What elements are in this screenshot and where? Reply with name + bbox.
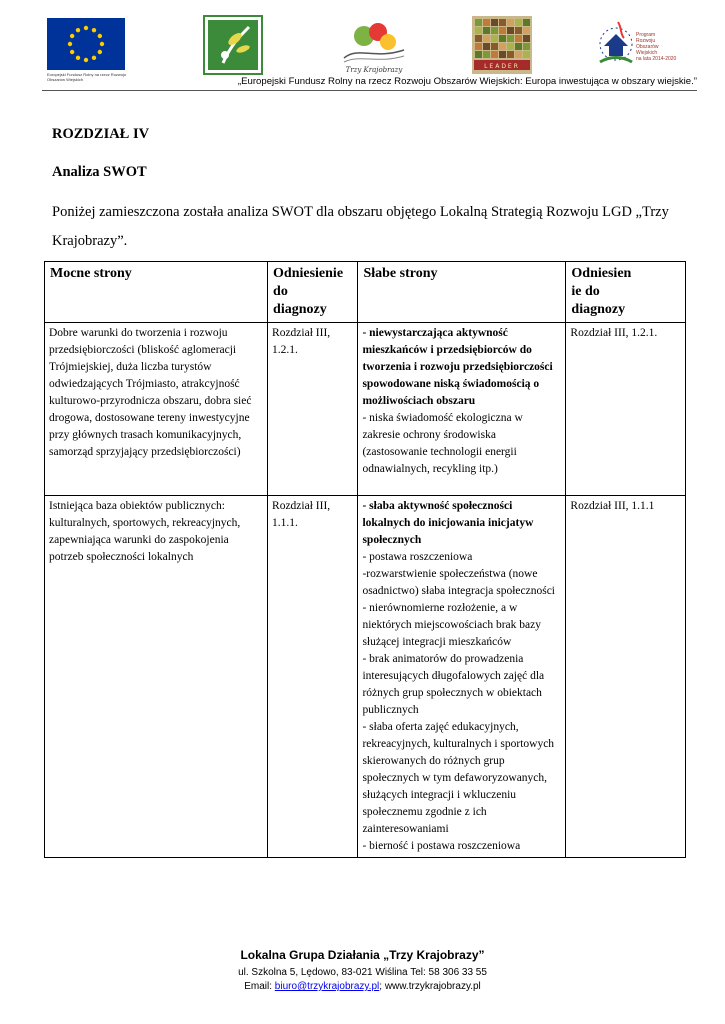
mosaic-tile — [499, 35, 506, 42]
email-link[interactable]: biuro@trzykrajobrazy.pl — [274, 981, 380, 992]
eu-star-icon — [76, 56, 80, 60]
mosaic-tile — [475, 35, 482, 42]
mosaic-tile — [483, 19, 490, 26]
mosaic-tile — [499, 19, 506, 26]
prow-logo — [596, 16, 691, 74]
mosaic-tile — [491, 35, 498, 42]
chapter-title: ROZDZIAŁ IV — [52, 126, 150, 142]
leader-mosaic-logo — [472, 16, 532, 74]
mosaic-tile — [475, 51, 482, 58]
eu-flag-logo — [47, 18, 125, 70]
eu-star-icon — [70, 34, 74, 38]
trzy-logo-text: Trzy Krajobrazy — [345, 66, 403, 74]
table-row — [45, 496, 686, 858]
mosaic-tile — [483, 51, 490, 58]
eu-star-icon — [76, 28, 80, 32]
website-link[interactable]: www.trzykrajobrazy.pl — [384, 981, 481, 992]
section-title: Analiza SWOT — [52, 164, 147, 180]
footer-address: ul. Szkolna 5, Lędowo, 83-021 Wiślina Tel: 58 306 33 55 — [238, 967, 487, 978]
mosaic-tile — [491, 19, 498, 26]
intro-paragraph: Poniżej zamieszczona została analiza SWOT dla obszaru objętego Lokalną Strategią Rozwoju LGD „Trzy Krajobrazy”. — [52, 204, 669, 249]
eu-star-icon — [84, 58, 88, 62]
strength-ref-cell: Rozdział III, 1.1.1. — [268, 496, 358, 858]
weakness-cell: - słaba aktywność społeczności lokalnych do inicjowania inicjatyw społecznych - postawa roszczeniowa -rozwarstwienie społeczeństwa (nowe osadnictwo) słaba integracja społeczności - nierównomierne rozłożenie, a w niektórych miejscowościach brak bazy służącej integracji mieszkańców - brak animatorów do prowadzenia interesujących długofalowych zajęć dla różnych grup społecznych w obiektach publicznych - słaba oferta zajęć edukacyjnych, rekreacyjnych, kulturalnych i sportowych skierowanych do różnych grup społecznych w tym defaworyzowanych, służących integracji i wkluczeniu społecznemu zgodnie z ich zainteresowaniami - bierność i postawa roszczeniowa — [358, 496, 566, 858]
table-row — [45, 323, 686, 496]
mosaic-tile — [507, 19, 514, 26]
eu-caption: Europejski Fundusz Rolny na rzecz Rozwoju Obszarów Wiejskich — [47, 72, 127, 82]
mosaic-tile — [515, 35, 522, 42]
mosaic-tile — [515, 43, 522, 50]
strength-cell: Dobre warunki do tworzenia i rozwoju przedsiębiorczości (bliskość aglomeracji Trójmiejskiej, duża liczba turystów odwiedzających Trójmiasto, atrakcyjność kulturowo-przyrodnicza obszaru, dobra sieć drogowa, dostosowane tereny inwestycyjne przy głównych trasach komunikacyjnych, samorząd sprzyjający przedsiębiorczości) — [45, 323, 268, 496]
mosaic-tile — [483, 27, 490, 34]
weakness-cell: - niewystarczająca aktywność mieszkańców i przedsiębiorców do tworzenia i rozwoju przedsiębiorczości spowodowane niską świadomością o możliwościach obszaru - niska świadomość ekologiczna w zakresie ochrony środowiska (zastosowanie technologii energii odnawialnych, recykling itp.) — [358, 323, 566, 496]
eu-star-icon — [100, 42, 104, 46]
swot-table — [44, 261, 686, 858]
mosaic-tile — [515, 19, 522, 26]
strength-ref-cell: Rozdział III, 1.2.1. — [268, 323, 358, 496]
header-ref2: Odniesien ie do diagnozy — [566, 262, 686, 323]
trzy-krajobrazy-logo — [338, 20, 410, 75]
mosaic-tile — [523, 43, 530, 50]
footer-contact: Email: biuro@trzykrajobrazy.pl; www.trzykrajobrazy.pl — [244, 981, 481, 992]
header-slogan: „Europejski Fundusz Rolny na rzecz Rozwoju Obszarów Wiejskich: Europa inwestująca w obszary wiejskie.” — [237, 76, 697, 87]
mosaic-tile — [491, 27, 498, 34]
mosaic-tile — [523, 35, 530, 42]
weakness-ref-cell: Rozdział III, 1.1.1 — [566, 496, 686, 858]
mosaic-tile — [499, 43, 506, 50]
mosaic-tile — [475, 43, 482, 50]
mosaic-tile — [475, 19, 482, 26]
prow-text: Program Rozwoju Obszarów Wiejskich na lata 2014-2020 — [636, 32, 677, 62]
eu-star-icon — [92, 56, 96, 60]
mosaic-tile — [483, 43, 490, 50]
mosaic-tile — [475, 27, 482, 34]
mosaic-tile — [515, 51, 522, 58]
mosaic-tile — [523, 27, 530, 34]
eu-star-icon — [92, 28, 96, 32]
strength-cell: Istniejąca baza obiektów publicznych: kulturalnych, sportowych, rekreacyjnych, zapewniająca warunki do zaspokojenia potrzeb społeczności lokalnych — [45, 496, 268, 858]
eu-star-icon — [84, 26, 88, 30]
mosaic-tile — [499, 27, 506, 34]
eu-star-icon — [98, 34, 102, 38]
mosaic-tile — [491, 51, 498, 58]
eu-star-icon — [70, 50, 74, 54]
leader2-logo-text: LEADER — [484, 63, 520, 70]
header-strengths: Mocne strony — [45, 262, 268, 323]
eu-star-icon — [68, 42, 72, 46]
mosaic-tile — [507, 35, 514, 42]
mosaic-tile — [507, 43, 514, 50]
table-header-row — [45, 262, 686, 323]
mosaic-tile — [523, 51, 530, 58]
weakness-ref-cell: Rozdział III, 1.2.1. — [566, 323, 686, 496]
mosaic-tile — [507, 27, 514, 34]
mosaic-tile — [515, 27, 522, 34]
mosaic-tile — [483, 35, 490, 42]
mosaic-tile — [523, 19, 530, 26]
footer-org-name: Lokalna Grupa Działania „Trzy Krajobrazy” — [240, 948, 485, 962]
mosaic-tile — [491, 43, 498, 50]
header-ref1: Odniesienie do diagnozy — [268, 262, 358, 323]
eu-star-icon — [98, 50, 102, 54]
mosaic-tile — [499, 51, 506, 58]
header-weaknesses: Słabe strony — [358, 262, 566, 323]
mosaic-tile — [507, 51, 514, 58]
leader-logo — [203, 15, 263, 75]
header-divider — [42, 90, 697, 91]
